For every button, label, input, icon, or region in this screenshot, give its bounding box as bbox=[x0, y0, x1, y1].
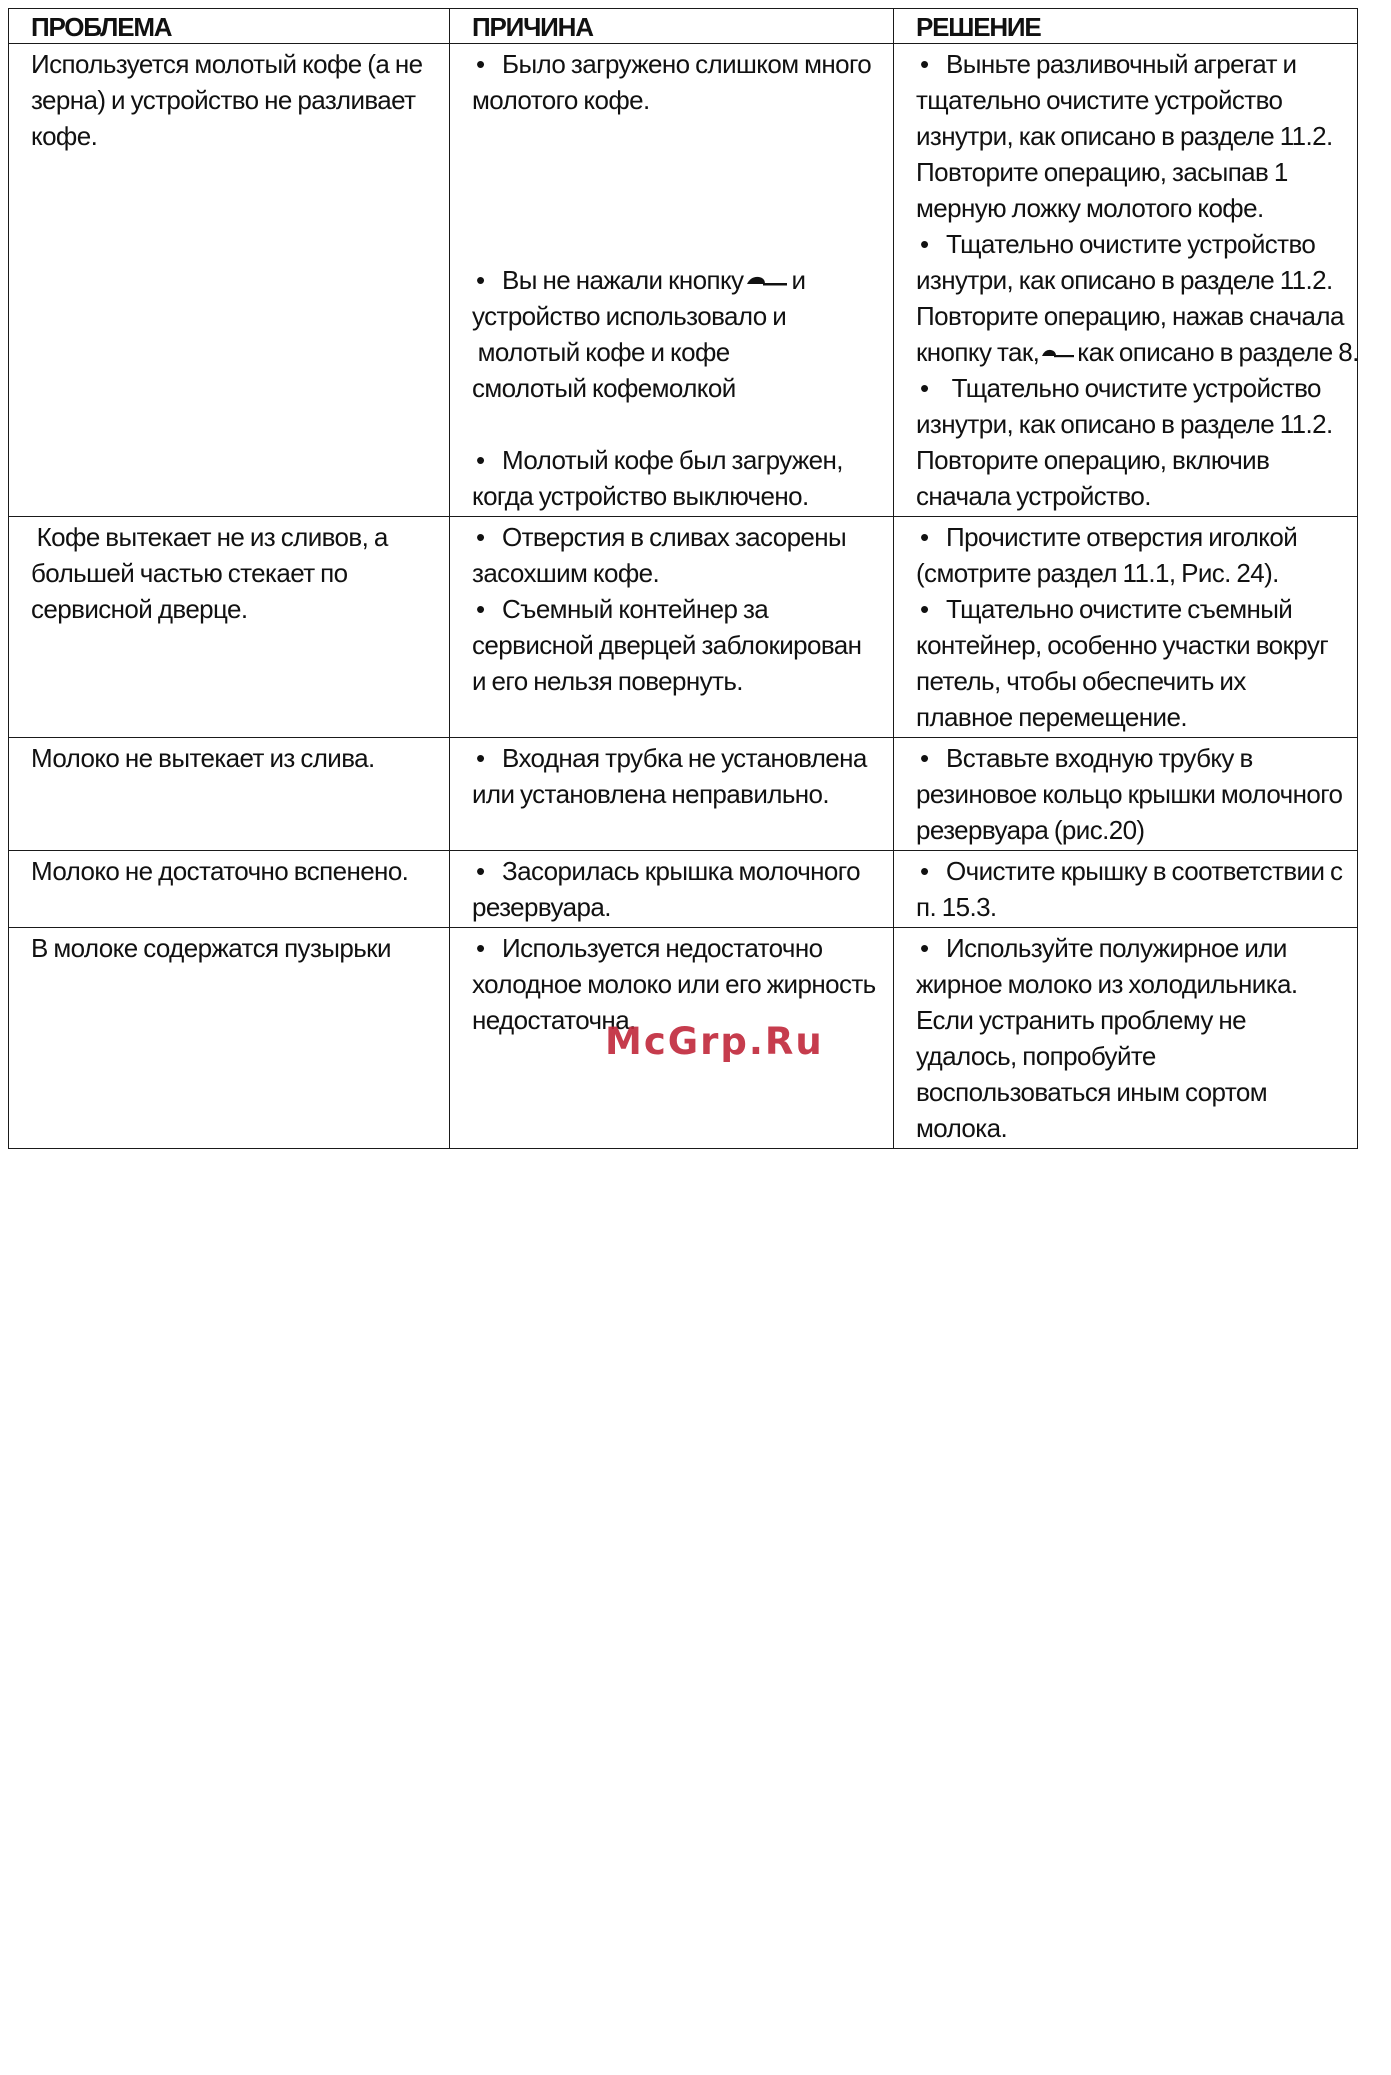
text: Засорилась крышка молочного bbox=[502, 856, 860, 886]
text-line: молотый кофе и кофе bbox=[472, 337, 730, 367]
cause-cell bbox=[450, 738, 894, 851]
text: Прочистите отверстия иголкой bbox=[946, 522, 1298, 552]
bullet: • bbox=[476, 522, 485, 552]
text-line: петель, чтобы обеспечить их bbox=[916, 666, 1246, 696]
table-row bbox=[9, 517, 1358, 738]
text: Используется недостаточно bbox=[502, 933, 823, 963]
text-line: устройство использовало и bbox=[472, 301, 787, 331]
text-line: Если устранить проблему не bbox=[916, 1005, 1247, 1035]
text-line: сервисной дверцей заблокирован bbox=[472, 630, 862, 660]
text-line: изнутри, как описано в разделе 11.2. bbox=[916, 409, 1333, 439]
text-line: молотого кофе. bbox=[472, 85, 650, 115]
text-line: жирное молоко из холодильника. bbox=[916, 969, 1298, 999]
table-row bbox=[9, 44, 1358, 517]
text-line: резиновое кольцо крышки молочного bbox=[916, 779, 1343, 809]
ground-coffee-spoon-icon bbox=[745, 274, 789, 290]
text-line: контейнер, особенно участки вокруг bbox=[916, 630, 1329, 660]
solution-cell bbox=[894, 44, 1358, 517]
text-line: кофе. bbox=[31, 121, 98, 151]
text: Выньте разливочный агрегат и bbox=[946, 49, 1297, 79]
solution-cell bbox=[894, 928, 1358, 1149]
text-line bbox=[472, 262, 883, 298]
text: Вы не нажали кнопку bbox=[502, 265, 744, 295]
text-line: Молоко не достаточно вспенено. bbox=[31, 856, 409, 886]
bullet: • bbox=[920, 933, 929, 963]
solution-cell bbox=[894, 851, 1358, 928]
ground-coffee-spoon-icon bbox=[1041, 347, 1075, 361]
text-line: Молоко не вытекает из слива. bbox=[31, 743, 375, 773]
text-line: резервуара. bbox=[472, 892, 611, 922]
problem-cell bbox=[9, 44, 450, 517]
text-line: Кофе вытекает не из сливов, а bbox=[31, 522, 388, 552]
text-line: Повторите операцию, включив bbox=[916, 445, 1270, 475]
bullet: • bbox=[476, 445, 485, 475]
text-line bbox=[916, 334, 1359, 370]
bullet: • bbox=[476, 856, 485, 886]
bullet: • bbox=[920, 49, 929, 79]
solution-cell bbox=[894, 738, 1358, 851]
text-line: изнутри, как описано в разделе 11.2. bbox=[916, 265, 1333, 295]
table-row bbox=[9, 851, 1358, 928]
text-line: сначала устройство. bbox=[916, 481, 1151, 511]
bullet: • bbox=[476, 933, 485, 963]
text-line: и его нельзя повернуть. bbox=[472, 666, 743, 696]
text-line: большей частью стекает по bbox=[31, 558, 348, 588]
text-line bbox=[916, 853, 1353, 889]
troubleshooting-table bbox=[8, 8, 1358, 1149]
text: Входная трубка не установлена bbox=[502, 743, 867, 773]
text-line: мерную ложку молотого кофе. bbox=[916, 193, 1264, 223]
text-line bbox=[472, 442, 883, 478]
cause-cell bbox=[450, 851, 894, 928]
spacer bbox=[472, 154, 883, 190]
bullet: • bbox=[920, 373, 929, 403]
table-row bbox=[9, 738, 1358, 851]
bullet: • bbox=[920, 522, 929, 552]
text-line: (смотрите раздел 11.1, Рис. 24). bbox=[916, 558, 1279, 588]
text-line bbox=[916, 370, 1353, 406]
header-cause: ПРИЧИНА bbox=[450, 9, 894, 44]
bullet: • bbox=[920, 743, 929, 773]
text-line bbox=[916, 930, 1353, 966]
spacer bbox=[472, 118, 883, 154]
text-line: п. 15.3. bbox=[916, 892, 997, 922]
text-line bbox=[472, 740, 883, 776]
text: кнопку так, bbox=[916, 337, 1040, 367]
bullet: • bbox=[920, 594, 929, 624]
text: как описано в разделе 8. bbox=[1077, 337, 1359, 367]
text-line: Повторите операцию, нажав сначала bbox=[916, 301, 1344, 331]
text: Было загружено слишком много bbox=[502, 49, 872, 79]
spacer bbox=[472, 226, 883, 262]
bullet: • bbox=[476, 743, 485, 773]
text: Тщательно очистите устройство bbox=[946, 373, 1321, 403]
cause-cell bbox=[450, 44, 894, 517]
text-line: молока. bbox=[916, 1113, 1008, 1143]
cause-cell bbox=[450, 517, 894, 738]
text-line: или установлена неправильно. bbox=[472, 779, 830, 809]
bullet: • bbox=[920, 229, 929, 259]
text-line bbox=[472, 519, 883, 555]
text-line: резервуара (рис.20) bbox=[916, 815, 1145, 845]
text-line: холодное молоко или его жирность bbox=[472, 969, 876, 999]
text-line bbox=[472, 46, 883, 82]
text-line: сервисной дверце. bbox=[31, 594, 248, 624]
text: Тщательно очистите устройство bbox=[946, 229, 1316, 259]
text-line bbox=[916, 226, 1353, 262]
text-line: смолотый кофемолкой bbox=[472, 373, 736, 403]
text: Отверстия в сливах засорены bbox=[502, 522, 847, 552]
text-line bbox=[916, 519, 1353, 555]
text-line: недостаточна. bbox=[472, 1005, 636, 1035]
text: Съемный контейнер за bbox=[502, 594, 769, 624]
problem-cell bbox=[9, 928, 450, 1149]
text-line: В молоке содержатся пузырьки bbox=[31, 933, 391, 963]
text-line: плавное перемещение. bbox=[916, 702, 1187, 732]
text-line bbox=[472, 930, 883, 966]
spacer bbox=[472, 190, 883, 226]
bullet: • bbox=[476, 594, 485, 624]
text-line bbox=[916, 740, 1353, 776]
bullet: • bbox=[920, 856, 929, 886]
text-line: тщательно очистите устройство bbox=[916, 85, 1283, 115]
text: Вставьте входную трубку в bbox=[946, 743, 1253, 773]
text: и bbox=[791, 265, 806, 295]
spacer bbox=[472, 406, 883, 442]
text-line: зерна) и устройство не разливает bbox=[31, 85, 416, 115]
table-header-row bbox=[9, 9, 1358, 44]
problem-cell bbox=[9, 851, 450, 928]
text-line: Повторите операцию, засыпав 1 bbox=[916, 157, 1288, 187]
text-line: воспользоваться иным сортом bbox=[916, 1077, 1267, 1107]
solution-cell bbox=[894, 517, 1358, 738]
text-line bbox=[472, 591, 883, 627]
problem-cell bbox=[9, 738, 450, 851]
text: Очистите крышку в соответствии с bbox=[946, 856, 1343, 886]
text-line bbox=[916, 46, 1353, 82]
problem-cell bbox=[9, 517, 450, 738]
text-line bbox=[916, 591, 1353, 627]
text: Тщательно очистите съемный bbox=[946, 594, 1293, 624]
bullet: • bbox=[476, 49, 485, 79]
text-line: Используется молотый кофе (а не bbox=[31, 49, 423, 79]
watermark: McGrp.Ru bbox=[605, 1020, 824, 1063]
text-line: когда устройство выключено. bbox=[472, 481, 809, 511]
header-solution: РЕШЕНИЕ bbox=[894, 9, 1358, 44]
bullet: • bbox=[476, 265, 485, 295]
text-line: изнутри, как описано в разделе 11.2. bbox=[916, 121, 1333, 151]
text: Используйте полужирное или bbox=[946, 933, 1287, 963]
text-line: засохшим кофе. bbox=[472, 558, 660, 588]
header-problem: ПРОБЛЕМА bbox=[9, 9, 450, 44]
text-line bbox=[472, 853, 883, 889]
text: Молотый кофе был загружен, bbox=[502, 445, 843, 475]
text-line: удалось, попробуйте bbox=[916, 1041, 1156, 1071]
